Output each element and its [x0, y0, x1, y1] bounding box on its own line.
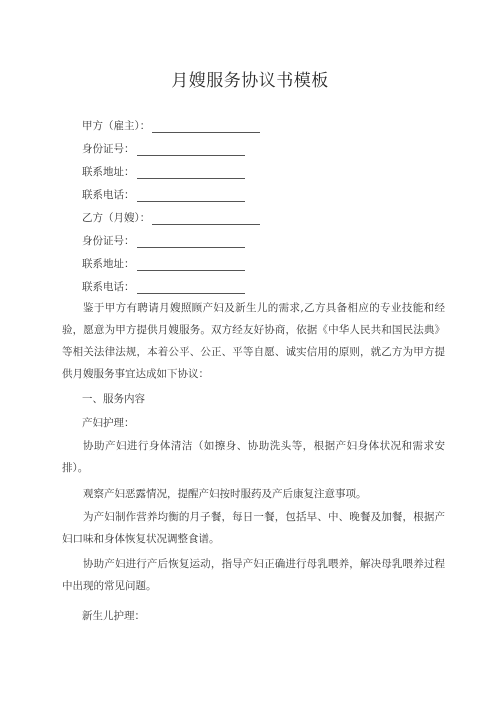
field-label: 联系地址：	[82, 166, 135, 178]
subheading-newborn-care: 新生儿护理：	[82, 610, 145, 622]
list-item: 协助产妇进行身体清洁（如擦身、协助洗头等，根据产妇身体状况和需求安排）。	[62, 440, 445, 474]
field-party-b-id	[82, 234, 245, 248]
blank-line	[152, 213, 260, 225]
blank-line	[137, 167, 245, 179]
list-item: 协助产妇进行产后恢复运动，指导产妇正确进行母乳喂养，解决母乳喂养过程中出现的常见问题。	[62, 558, 445, 592]
section-heading-service-content: 一、服务内容	[82, 393, 145, 405]
blank-line	[137, 282, 245, 294]
field-party-b-address	[82, 257, 245, 271]
field-label: 乙方（月嫂）：	[82, 212, 151, 224]
list-item: 观察产妇恶露情况，提醒产妇按时服药及产后康复注意事项。	[83, 488, 367, 500]
blank-line	[137, 236, 245, 248]
blank-line	[137, 259, 245, 271]
field-party-b	[82, 211, 260, 225]
field-label: 联系电话：	[82, 281, 135, 293]
document-title: 月嫂服务协议书模板	[171, 71, 329, 91]
blank-line	[137, 190, 245, 202]
field-label: 甲方（雇主）：	[82, 120, 151, 132]
field-party-a-phone	[82, 188, 245, 202]
intro-paragraph: 鉴于甲方有聘请月嫂照顾产妇及新生儿的需求,乙方具备相应的专业技能和经验，愿意为甲方提供月嫂服务。双方经友好协商，依据《中华人民共和国民法典》等相关法律法规，本着公平、公正、平等自愿、诚实信用的原则，就乙方为甲方提供月嫂服务事宜达成如下协议：	[62, 302, 445, 380]
field-label: 联系电话：	[82, 189, 135, 201]
blank-line	[152, 121, 260, 133]
field-party-a-address	[82, 165, 245, 179]
subheading-maternal-care: 产妇护理：	[82, 417, 135, 429]
field-label: 联系地址：	[82, 258, 135, 270]
field-label: 身份证号：	[82, 235, 135, 247]
field-party-a-id	[82, 142, 245, 156]
field-party-b-phone	[82, 280, 245, 294]
field-party-a	[82, 119, 260, 133]
list-item: 为产妇制作营养均衡的月子餐，每日一餐，包括早、中、晚餐及加餐，根据产妇口味和身体恢复状况调整食谱。	[62, 511, 445, 545]
blank-line	[137, 144, 245, 156]
field-label: 身份证号：	[82, 143, 135, 155]
